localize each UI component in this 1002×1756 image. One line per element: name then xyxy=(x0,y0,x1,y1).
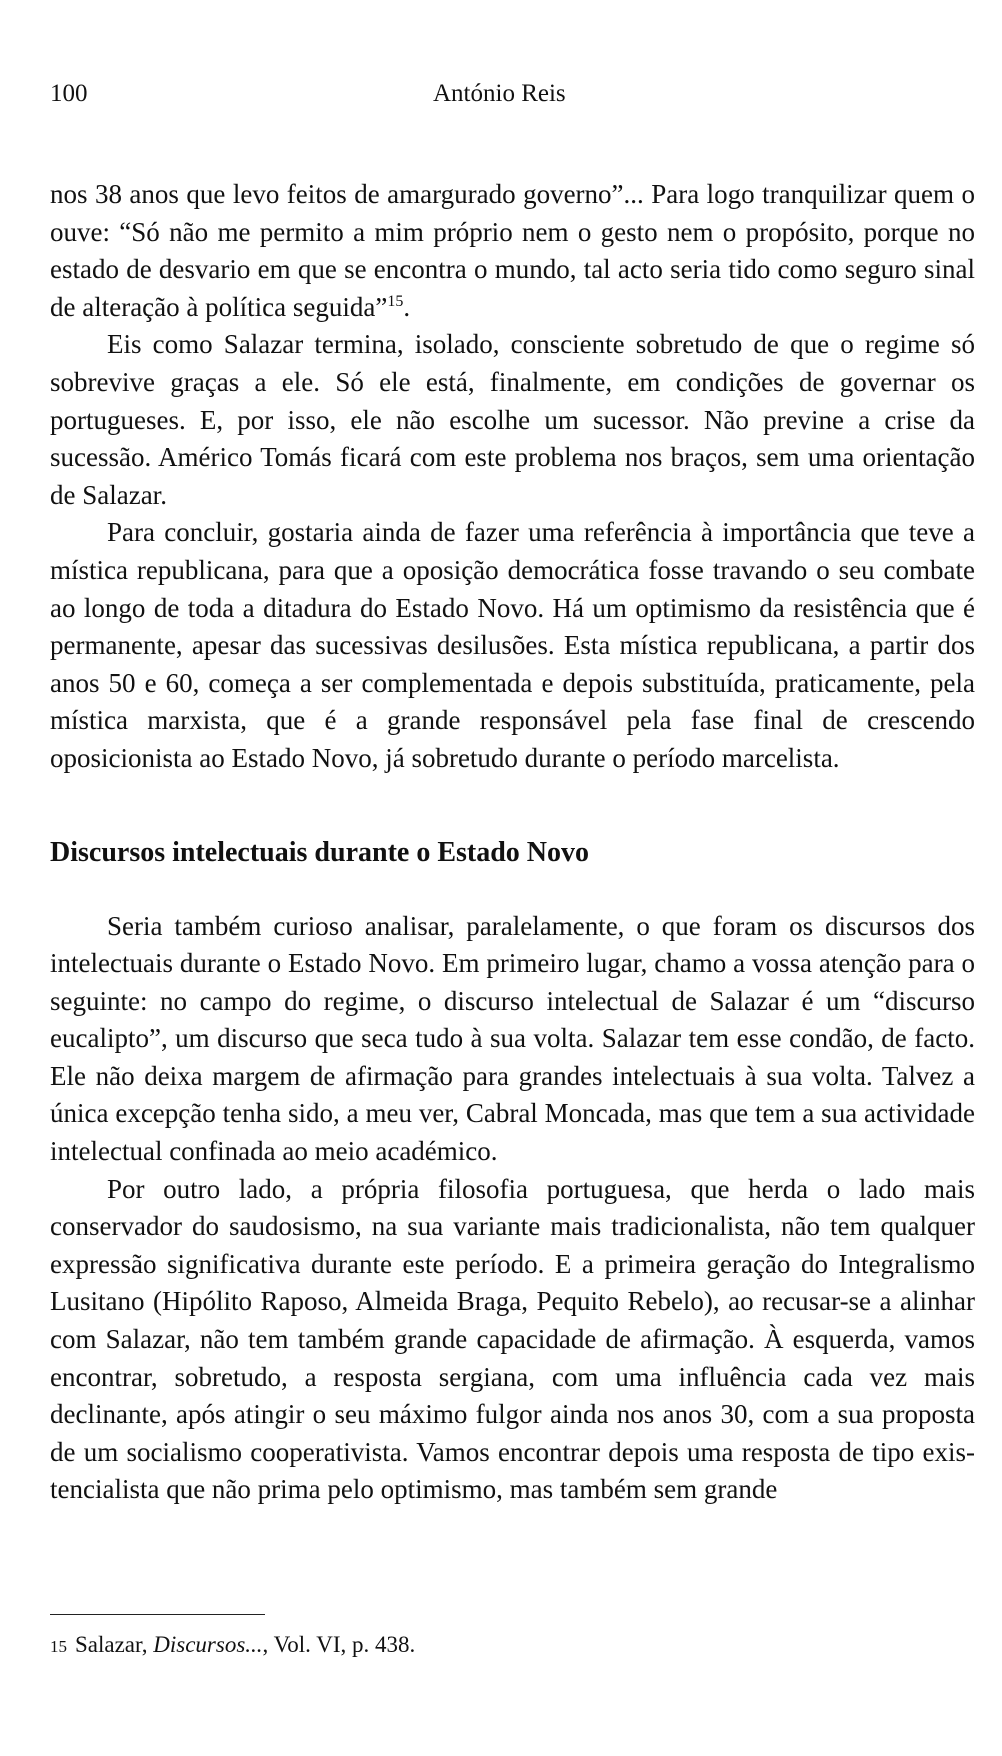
footnote-reference[interactable]: 15 xyxy=(387,292,404,310)
section-heading: Discursos intelectuais durante o Estado Novo xyxy=(50,836,590,868)
paragraph-text: nos 38 anos que levo feitos de amargurado governo”... Para logo tranquilizar quem o ouve: “Só não me permito a mim próprio nem o gesto nem o propósito, porque no estado de desvario em que se encontra o mundo, tal acto seria tido como seguro sinal de alteração à política seguida” xyxy=(50,179,975,322)
footnote-title: Discursos... xyxy=(153,1632,263,1657)
footnote-author: Salazar, xyxy=(75,1632,148,1657)
paragraph-tail: . xyxy=(403,291,411,322)
page-number: 100 xyxy=(50,80,88,107)
paragraph: Seria também curioso analisar, paralelamente, o que foram os discursos dos intelectuais durante o Estado Novo. Em primeiro lugar, chamo a vossa atenção para o seguinte: no campo do regime, o discurso intelectual de Salazar é um “discurso eucalipto”, um discurso que seca tudo à sua volta. Salazar tem esse condão, de facto. Ele não deixa margem de afirmação para grandes intelectuais à sua volta. Talvez a única excepção tenha sido, a meu ver, Cabral Moncada, mas que tem a sua actividade intelectual confinada ao meio académico. xyxy=(50,910,975,1167)
paragraph xyxy=(50,176,975,326)
running-title: António Reis xyxy=(433,80,566,107)
footnote-details: , Vol. VI, p. 438. xyxy=(262,1632,416,1657)
footnote xyxy=(50,1630,415,1662)
footnote-number: 15 xyxy=(50,1637,67,1656)
footnote-divider xyxy=(50,1614,265,1615)
body-text xyxy=(50,176,975,1509)
paragraph: Para concluir, gostaria ainda de fazer uma referência à importância que teve a mística republicana, para que a oposição democrática fosse travando o seu combate ao longo de toda a ditadura do Estado Novo. Há um optimismo da resistência que é permanente, apesar das sucessivas desilusões. Esta mística republicana, a partir dos anos 50 e 60, começa a ser complementada e depois substituída, praticamente, pela mística marxista, que é a grande responsável pela fase final de crescendo oposicionista ao Estado Novo, já sobretudo durante o período marcelista. xyxy=(50,517,975,773)
paragraph: Por outro lado, a própria filosofia portuguesa, que herda o lado mais conservador do saudosismo, na sua variante mais tradicionalista, não tem qualquer expressão significativa durante este período. E a primeira geração do Integralismo Lusitano (Hipólito Raposo, Almeida Braga, Pequito Rebelo), ao recusar-se a alinhar com Salazar, não tem também grande capacidade de afirmação. À esquerda, vamos encontrar, sobretudo, a resposta sergiana, com uma influência cada vez mais declinante, após atingir o seu máximo fulgor ainda nos anos 30, com a sua proposta de um socialismo cooperativista. Vamos encontrar depois uma resposta de tipo existencialista que não prima pelo optimismo, mas também sem grande xyxy=(50,1173,975,1505)
paragraph: Eis como Salazar termina, isolado, consciente sobretudo de que o regime só sobrevive graças a ele. Só ele está, finalmente, em condições de governar os portugueses. E, por isso, ele não escolhe um sucessor. Não previne a crise da sucessão. Américo Tomás ficará com este problema nos braços, sem uma orientação de Salazar. xyxy=(50,329,975,510)
running-head xyxy=(50,80,980,114)
